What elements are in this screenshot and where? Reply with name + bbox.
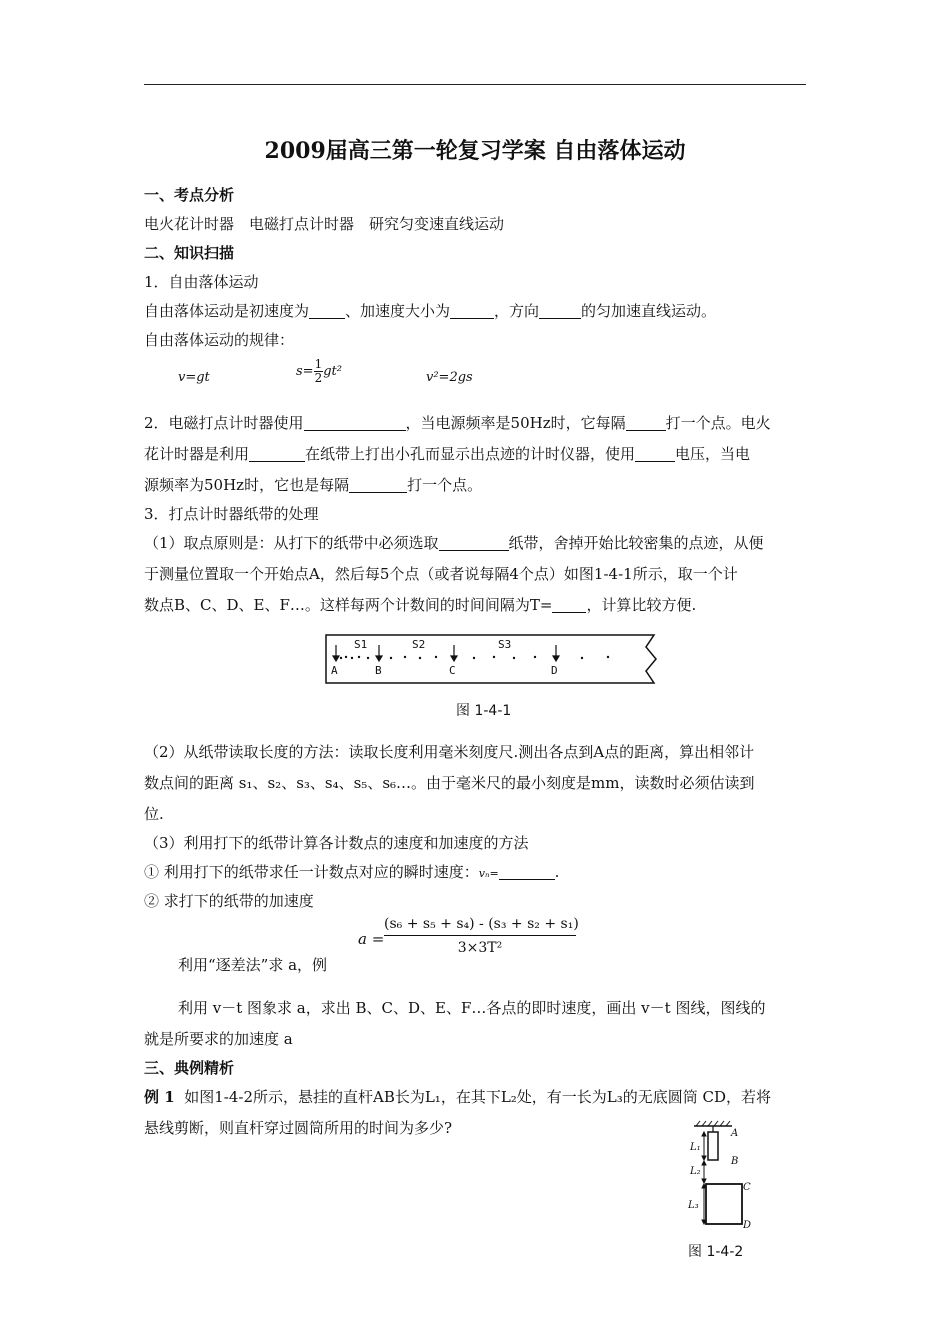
acceleration-method: ② 求打下的纸带的加速度 — [144, 892, 314, 910]
fig2-label-d: D — [743, 1220, 752, 1231]
blank-spark-interval[interactable] — [349, 477, 407, 493]
analysis-items: 电火花计时器 电磁打点计时器 研究匀变速直线运动 — [144, 215, 505, 233]
section-heading-analysis: 一、考点分析 — [144, 186, 235, 204]
figure-1-4-2-caption: 图 1-4-2 — [688, 1244, 744, 1260]
blank-direction[interactable] — [539, 303, 581, 319]
vt-method-line1: 利用 v－t 图象求 a，求出 B、C、D、E、F…各点的即时速度，画出 v－t 图线，图线的 — [178, 999, 766, 1017]
blank-period[interactable] — [552, 597, 586, 613]
diff-method-label: 利用“逐差法”求 a，例 — [178, 956, 328, 974]
fig2-label-b: B — [731, 1156, 739, 1167]
item1-definition: 自由落体运动是初速度为 、加速度大小为 ，方向 的匀加速直线运动。 — [144, 302, 717, 320]
fig2-label-l3: L₃ — [688, 1200, 699, 1211]
header-rule — [144, 84, 806, 85]
vt-method-line2: 就是所要求的加速度 a — [144, 1030, 293, 1048]
accel-denominator: 3×3T² — [457, 940, 503, 956]
tape-label-b: B — [375, 664, 382, 677]
fig2-label-c: C — [743, 1182, 751, 1193]
formula-velocity-squared: v²=2gs — [426, 370, 473, 385]
blank-acceleration[interactable] — [450, 303, 494, 319]
example1-label: 例 1 — [144, 1088, 175, 1106]
accel-formula — [384, 916, 579, 956]
reading-method-line3: 位. — [144, 805, 164, 823]
section-heading-knowledge: 二、知识扫描 — [144, 244, 235, 262]
example1-line1: 例 1 如图1-4-2所示，悬挂的直杆AB长为L₁，在其下L₂处，有一长为L₃的无底圆筒 CD，若将 — [144, 1088, 772, 1106]
blank-voltage-type[interactable] — [304, 415, 406, 431]
example1-line2: 悬线剪断，则直杆穿过圆筒所用的时间为多少? — [144, 1119, 453, 1137]
tape-label-d: D — [551, 664, 558, 677]
formula-velocity: v=gt — [178, 370, 210, 385]
page-title: 2009届高三第一轮复习学案 自由落体运动 — [264, 138, 686, 164]
tape-label-s3: S3 — [498, 638, 512, 651]
item2-line3: 源频率为50Hz时，它也是每隔 打一个点。 — [144, 476, 483, 494]
paper-tape-figure — [324, 633, 658, 685]
velocity-method: ① 利用打下的纸带求任一计数点对应的瞬时速度：vₙ= . — [144, 863, 560, 881]
tape-label-s2: S2 — [412, 638, 426, 651]
accel-numerator: (s₆ + s₅ + s₄) - (s₃ + s₂ + s₁) — [384, 916, 576, 936]
blank-spark-voltage[interactable] — [635, 446, 675, 462]
accel-lhs: a = — [358, 930, 385, 948]
item2-line1: 2．电磁打点计时器使用 ，当电源频率是50Hz时，它每隔 打一个点。电火 — [144, 414, 771, 432]
blank-spark[interactable] — [249, 446, 305, 462]
item3-title: 3．打点计时器纸带的处理 — [144, 505, 319, 523]
blank-instant-velocity[interactable] — [499, 864, 555, 880]
fig2-label-l2: L₂ — [690, 1166, 701, 1177]
fig2-label-a: A — [731, 1128, 739, 1139]
item1-title: 1．自由落体运动 — [144, 273, 259, 291]
tape-label-c: C — [449, 664, 456, 677]
tape-label-a: A — [331, 664, 338, 677]
item2-line2: 花计时器是利用 在纸带上打出小孔而显示出点迹的计时仪器，使用 电压，当电 — [144, 445, 751, 463]
reading-method-line2: 数点间的距离 s₁、s₂、s₃、s₄、s₅、s₆…。由于毫米尺的最小刻度是mm，读数时必须估读到 — [144, 774, 755, 792]
point-rule-line2: 于测量位置取一个开始点A，然后每5个点（或者说每隔4个点）如图1-4-1所示，取一个计 — [144, 565, 738, 583]
item1-law-label: 自由落体运动的规律： — [144, 331, 295, 349]
tape-label-s1: S1 — [354, 638, 368, 651]
section-heading-examples: 三、典例精析 — [144, 1059, 235, 1077]
rod-tube-figure — [684, 1120, 768, 1232]
blank-interval[interactable] — [626, 415, 666, 431]
formula-displacement: s= $\frac{1}{2}gt^2$ — [296, 357, 342, 385]
reading-method-line1: （2）从纸带读取长度的方法：读取长度利用毫米刻度尺.测出各点到A点的距离，算出相邻计 — [144, 743, 755, 761]
figure-1-4-1-caption: 图 1-4-1 — [456, 703, 512, 719]
point-rule-line1: （1）取点原则是：从打下的纸带中必须选取 纸带，舍掉开始比较密集的点迹，从便 — [144, 534, 764, 552]
point-rule-line3: 数点B、C、D、E、F…。这样每两个计数间的时间间隔为T= ，计算比较方便. — [144, 596, 697, 614]
fig2-label-l1: L₁ — [690, 1142, 701, 1153]
method-title: （3）利用打下的纸带计算各计数点的速度和加速度的方法 — [144, 834, 529, 852]
blank-tape[interactable] — [439, 535, 509, 551]
blank-initial-velocity[interactable] — [309, 303, 345, 319]
